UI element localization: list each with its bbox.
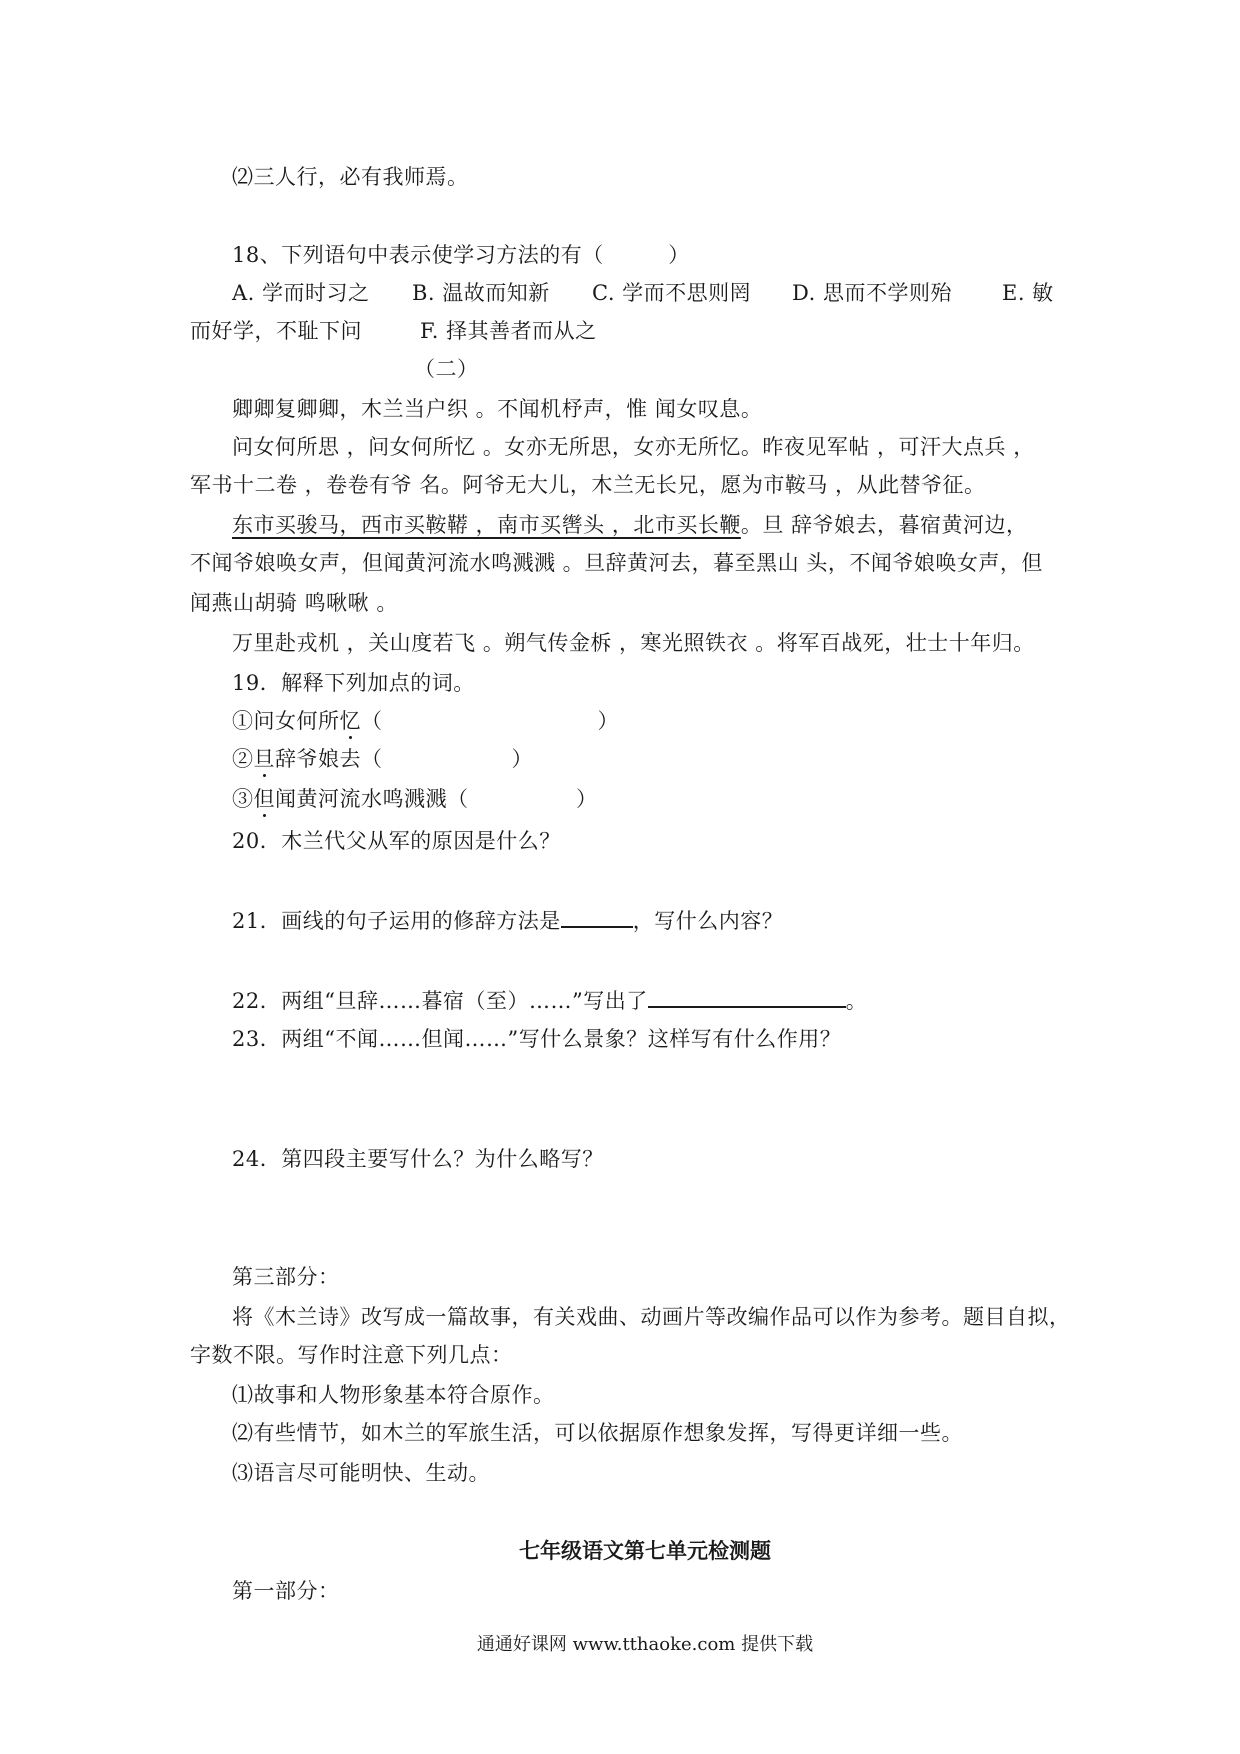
poem-para-3-line-2: 不闻爷娘唤女声，但闻黄河流水鸣溅溅 。旦辞黄河去，暮至黑山 头，不闻爷娘唤女声，但 xyxy=(190,551,1043,575)
option-e: E. 敏 xyxy=(1002,281,1054,305)
dotted-word: 忆 xyxy=(339,709,361,733)
q19-1-prefix: ①问女何所 xyxy=(232,709,340,733)
underlined-sentence: 东市买骏马，西市买鞍鞯 ，南市买辔头 ，北市买长鞭 xyxy=(232,513,741,537)
q22-text-2: 。 xyxy=(845,989,868,1013)
option-a: A. 学而时习之 xyxy=(232,281,370,305)
q19-1-blank: （ ） xyxy=(361,709,619,733)
writing-point-3: ⑶语言尽可能明快、生动。 xyxy=(232,1461,490,1485)
page-title: 七年级语文第七单元检测题 xyxy=(519,1538,771,1563)
question-24: 24．第四段主要写什么？为什么略写？ xyxy=(232,1147,604,1171)
q21-text: 21．画线的句子运用的修辞方法是 xyxy=(232,909,561,933)
question-19-item-3 xyxy=(232,784,598,814)
writing-point-2: ⑵有些情节，如木兰的军旅生活，可以依据原作想象发挥，写得更详细一些。 xyxy=(232,1421,963,1445)
poem-para-2-line-2: 军书十二卷 ，卷卷有爷 名。阿爷无大儿，木兰无长兄，愿为市鞍马 ，从此替爷征。 xyxy=(190,473,986,497)
writing-point-1: ⑴故事和人物形象基本符合原作。 xyxy=(232,1383,555,1407)
question-20: 20．木兰代父从军的原因是什么？ xyxy=(232,829,561,853)
option-e-cont: 而好学，不耻下问 xyxy=(190,319,362,343)
q22-text: 22．两组“旦辞……暮宿（至）……”写出了 xyxy=(232,989,648,1013)
option-f: F. 择其善者而从之 xyxy=(420,319,597,343)
q19-2-blank: 辞爷娘去（ ） xyxy=(275,747,533,771)
question-18-options-cont xyxy=(190,316,597,346)
option-b: B. 温故而知新 xyxy=(412,281,550,305)
q19-3-prefix: ③ xyxy=(232,787,254,811)
page-footer: 通通好课网 www.tthaoke.com 提供下载 xyxy=(476,1634,814,1655)
question-22 xyxy=(232,986,867,1016)
q19-3-blank: 闻黄河流水鸣溅溅（ ） xyxy=(275,787,598,811)
poem-para-4: 万里赴戎机 ，关山度若飞 。朔气传金柝 ，寒光照铁衣 。将军百战死，壮士十年归。 xyxy=(232,631,1035,655)
poem-para-3-line-1 xyxy=(232,510,1028,540)
poem-para-3-line-1-rest: 。旦 辞爷娘去，暮宿黄河边， xyxy=(740,513,1028,537)
question-19: 19．解释下列加点的词。 xyxy=(232,671,475,695)
option-d: D. 思而不学则殆 xyxy=(792,281,952,305)
dotted-word: 但 xyxy=(253,787,275,811)
part-1-heading: 第一部分： xyxy=(232,1579,340,1603)
question-21 xyxy=(232,906,783,936)
question-19-item-2 xyxy=(232,744,533,774)
line-2: ⑵三人行，必有我师焉。 xyxy=(232,165,469,189)
dotted-word: 旦 xyxy=(253,747,275,771)
option-c: C. 学而不思则罔 xyxy=(592,281,752,305)
answer-blank xyxy=(561,906,633,928)
question-23: 23．两组“不闻……但闻……”写什么景象？这样写有什么作用？ xyxy=(232,1027,842,1051)
q19-2-prefix: ② xyxy=(232,747,254,771)
answer-blank xyxy=(648,986,846,1008)
poem-para-1: 卿卿复卿卿，木兰当户织 。不闻机杼声，惟 闻女叹息。 xyxy=(232,397,763,421)
q21-text-2: ，写什么内容？ xyxy=(632,909,784,933)
question-18-options xyxy=(232,278,1054,308)
poem-para-3-line-3: 闻燕山胡骑 鸣啾啾 。 xyxy=(190,591,398,615)
question-19-item-1 xyxy=(232,706,619,736)
part-3-heading: 第三部分： xyxy=(232,1265,340,1289)
writing-task-line-2: 字数不限。写作时注意下列几点： xyxy=(190,1343,513,1367)
section-2-heading: （二） xyxy=(414,357,479,381)
question-18: 18、下列语句中表示使学习方法的有（ ） xyxy=(232,243,690,267)
poem-para-2-line-1: 问女何所思 ，问女何所忆 。女亦无所思，女亦无所忆。昨夜见军帖 ，可汗大点兵 ， xyxy=(232,435,1035,459)
writing-task-line-1: 将《木兰诗》改写成一篇故事，有关戏曲、动画片等改编作品可以作为参考。题目自拟， xyxy=(232,1305,1071,1329)
